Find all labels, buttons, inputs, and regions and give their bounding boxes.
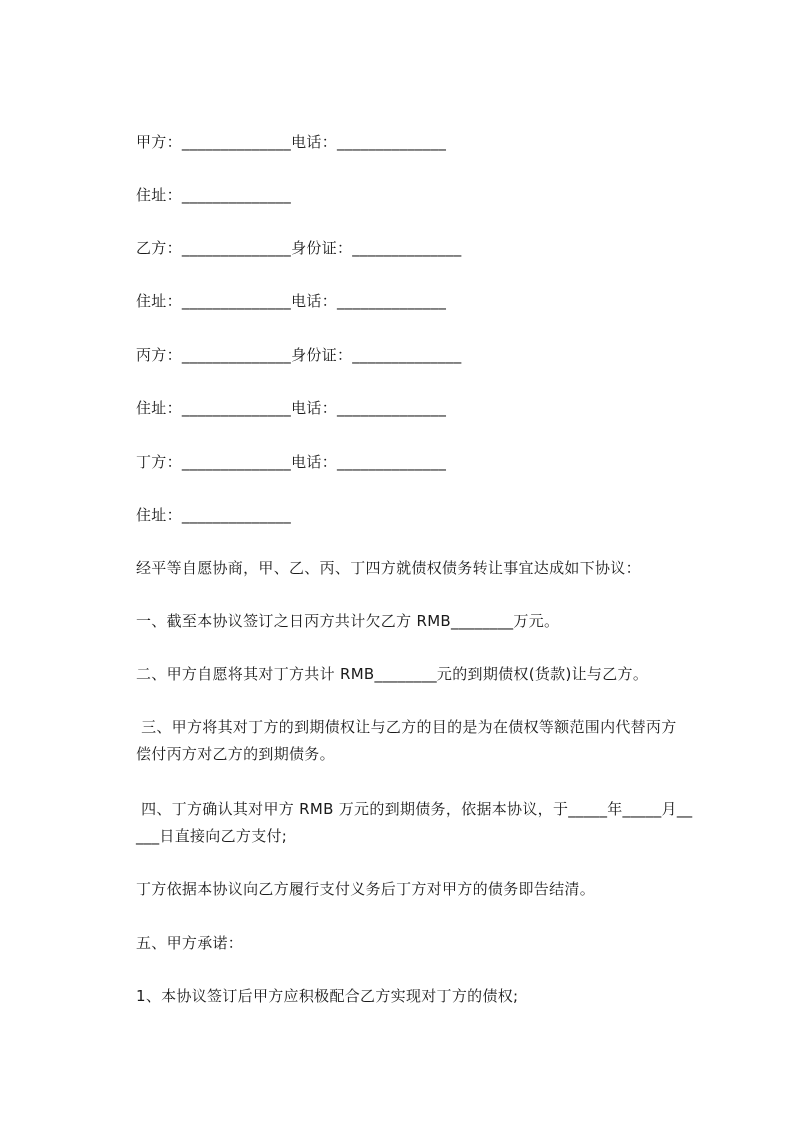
clause-4-note: 丁方依据本协议向乙方履行支付义务后丁方对甲方的债务即告结清。 — [136, 880, 596, 898]
clause-4-line-1: 四、丁方确认其对甲方 RMB 万元的到期债务，依据本协议，于_____年_____月__ — [136, 800, 693, 818]
clause-5-item-1: 1、本协议签订后甲方应积极配合乙方实现对丁方的债权; — [136, 987, 519, 1005]
clause-3-line-2: 偿付丙方对乙方的到期债务。 — [136, 745, 335, 763]
clause-2: 二、甲方自愿将其对丁方共计 RMB________元的到期债权(货款)让与乙方。 — [136, 665, 649, 683]
preamble: 经平等自愿协商，甲、乙、丙、丁四方就债权债务转让事宜达成如下协议： — [136, 559, 641, 577]
party-c-address-line: 住址：______________电话：______________ — [136, 399, 447, 417]
clause-1: 一、截至本协议签订之日丙方共计欠乙方 RMB________万元。 — [136, 612, 560, 630]
clause-5-title: 五、甲方承诺： — [136, 934, 244, 952]
clause-4-line-2: ___日直接向乙方支付; — [136, 827, 288, 845]
party-a-line: 甲方：______________电话：______________ — [136, 133, 447, 151]
clause-3-line-1: 三、甲方将其对丁方的到期债权让与乙方的目的是为在债权等额范围内代替丙方 — [136, 718, 677, 736]
party-d-line: 丁方：______________电话：______________ — [136, 453, 447, 471]
party-d-address-line: 住址：______________ — [136, 506, 292, 524]
party-c-line: 丙方：______________身份证：______________ — [136, 346, 462, 364]
party-b-address-line: 住址：______________电话：______________ — [136, 292, 447, 310]
party-a-address-line: 住址：______________ — [136, 186, 292, 204]
party-b-line: 乙方：______________身份证：______________ — [136, 239, 462, 257]
